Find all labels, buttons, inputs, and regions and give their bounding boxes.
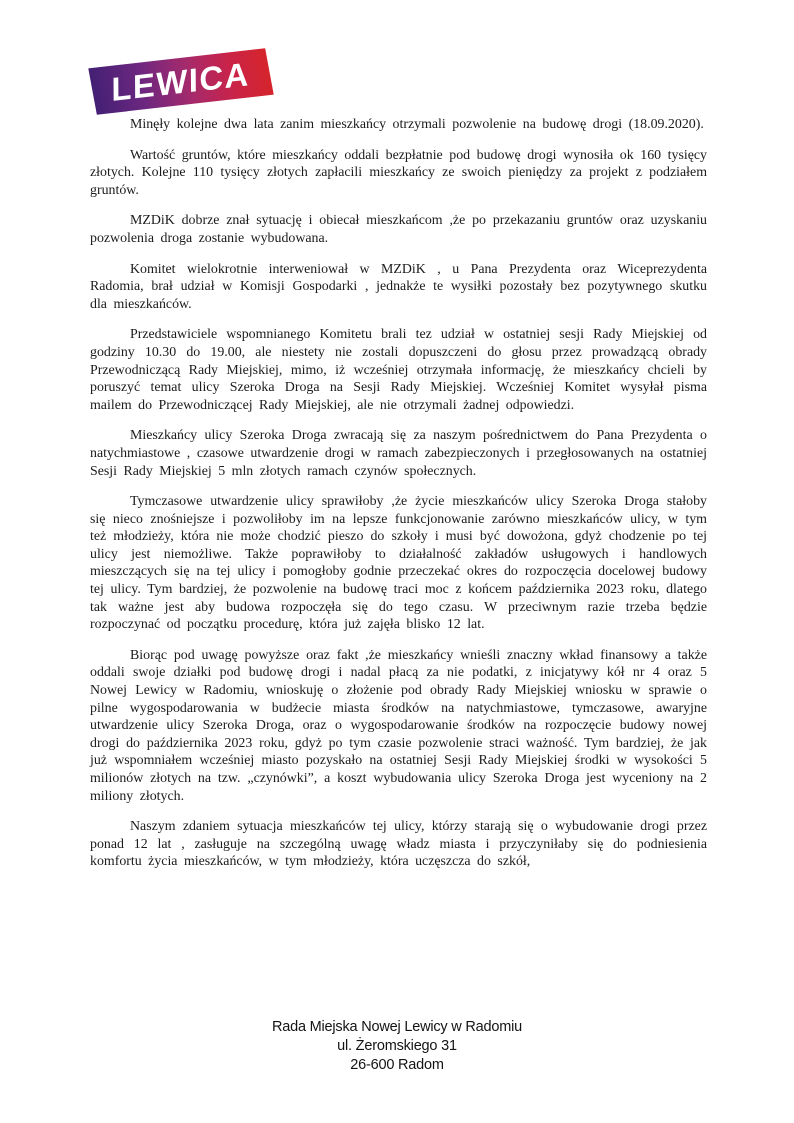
paragraph-conclusion: Naszym zdaniem sytuacja mieszkańców tej ulicy, którzy starają się o wybudowanie drogi przez ponad 12 lat , zasługuje na szczególną uwagę władz miasta i przyczyniłaby się do podniesienia komfortu życia mieszkańców, w tym młodzieży, która uczęszcza do szkół,: [90, 819, 707, 870]
paragraph-residents: Mieszkańcy ulicy Szeroka Droga zwracają się za naszym pośrednictwem do Pana Prezydenta o natychmiastowe , czasowe utwardzenie drogi w ramach zabezpieczonych i przegłosowanych na ostatniej Sesji Rady Miejskiej 5 mln złotych ramach czynów społecznych.: [90, 428, 707, 479]
footer-line-organization: Rada Miejska Nowej Lewicy w Radomiu: [271, 1019, 523, 1035]
footer-line-street: ul. Żeromskiego 31: [337, 1038, 457, 1054]
document-footer: [0, 1018, 794, 1075]
document-body: [90, 116, 707, 884]
footer-line-city: 26-600 Radom: [350, 1057, 444, 1073]
paragraph-temporary: Tymczasowe utwardzenie ulicy sprawiłoby ,że życie mieszkańców ulicy Szeroka Droga stałoby się nieco znośniejsze i pozwoliłoby im na lepsze funkcjonowanie zarówno mieszkańców ulicy, w tym też młodzieży, która nie może chodzić pieszo do szkoły i musi być dowożona, gdyż chodzenie po tej ulicy jest niemożliwe. Także poprawiłoby to działalność zakładów usługowych i handlowych mieszczących się na tej ulicy i pomogłoby godnie przeczekać okres do rozpoczęcia docelowej budowy tej ulicy. Tym bardziej, że pozwolenie na budowę traci moc z końcem października 2023 roku, dlatego tak ważne jest aby budowa rozpoczęła się do tego czasu. W przeciwnym razie trzeba będzie rozpoczynać od początku procedurę, która już zajęła blisko 12 lat.: [90, 494, 707, 633]
paragraph-motion: Biorąc pod uwagę powyższe oraz fakt ,że mieszkańcy wnieśli znaczny wkład finansowy a także oddali swoje działki pod budowę drogi i nadal płacą za nie podatki, z inicjatywy kół nr 4 oraz 5 Nowej Lewicy w Radomiu, wnioskuję o złożenie pod obrady Rady Miejskiej wniosku w sprawie o pilne wygospodarowania w budżecie miasta środków na natychmiastowe, tymczasowe, awaryjne utwardzenie ulicy Szeroka Droga, oraz o wygospodarowanie środków na rozpoczęcie budowy nowej drogi do października 2023 roku, gdyż po tym czasie pozwolenie straci ważność. Tym bardziej, że jak już wspomniałem wcześniej miasto pozyskało na ostatniej Sesji Rady Miejskiej środki w wysokości 5 milionów złotych na tzw. „czynówki”, a koszt wybudowania ulicy Szeroka Droga jest wyceniony na 2 miliony złotych.: [90, 647, 707, 804]
paragraph-mzdik: MZDiK dobrze znał sytuację i obiecał mieszkańcom ,że po przekazaniu gruntów oraz uzyskaniu pozwolenia droga zostanie wybudowana.: [90, 213, 707, 246]
paragraph-permit: Minęły kolejne dwa lata zanim mieszkańcy otrzymali pozwolenie na budowę drogi (18.09.2020).: [130, 117, 704, 132]
lewica-logo-banner: [88, 48, 273, 114]
paragraph-land-value: Wartość gruntów, które mieszkańcy oddali bezpłatnie pod budowę drogi wynosiła ok 160 tysięcy złotych. Kolejne 110 tysięcy złotych zapłacili mieszkańcy ze swoich pieniędzy za projekt z podziałem gruntów.: [90, 147, 707, 198]
lewica-logo: [92, 55, 270, 108]
paragraph-committee: Komitet wielokrotnie interweniował w MZDiK , u Pana Prezydenta oraz Wiceprezydenta Radomia, brał udział w Komisji Gospodarki , jednakże te wysiłki pozostały bez pozytywnego skutku dla mieszkańców.: [90, 261, 707, 312]
paragraph-session: Przedstawiciele wspomnianego Komitetu brali tez udział w ostatniej sesji Rady Miejskiej od godziny 10.30 do 19.00, ale niestety nie zostali dopuszczeni do głosu przez prowadzącą obrady Przewodniczącą Rady Miejskiej, mimo, iż wcześniej otrzymała informację, że mieszkańcy chcieli by poruszyć temat ulicy Szeroka Droga na Sesji Rady Miejskiej. Wcześniej Komitet wysyłał pisma mailem do Przewodniczącej Rady Miejskiej, ale nie otrzymali żadnej odpowiedzi.: [90, 327, 707, 413]
lewica-logo-text: LEWICA: [111, 55, 251, 108]
